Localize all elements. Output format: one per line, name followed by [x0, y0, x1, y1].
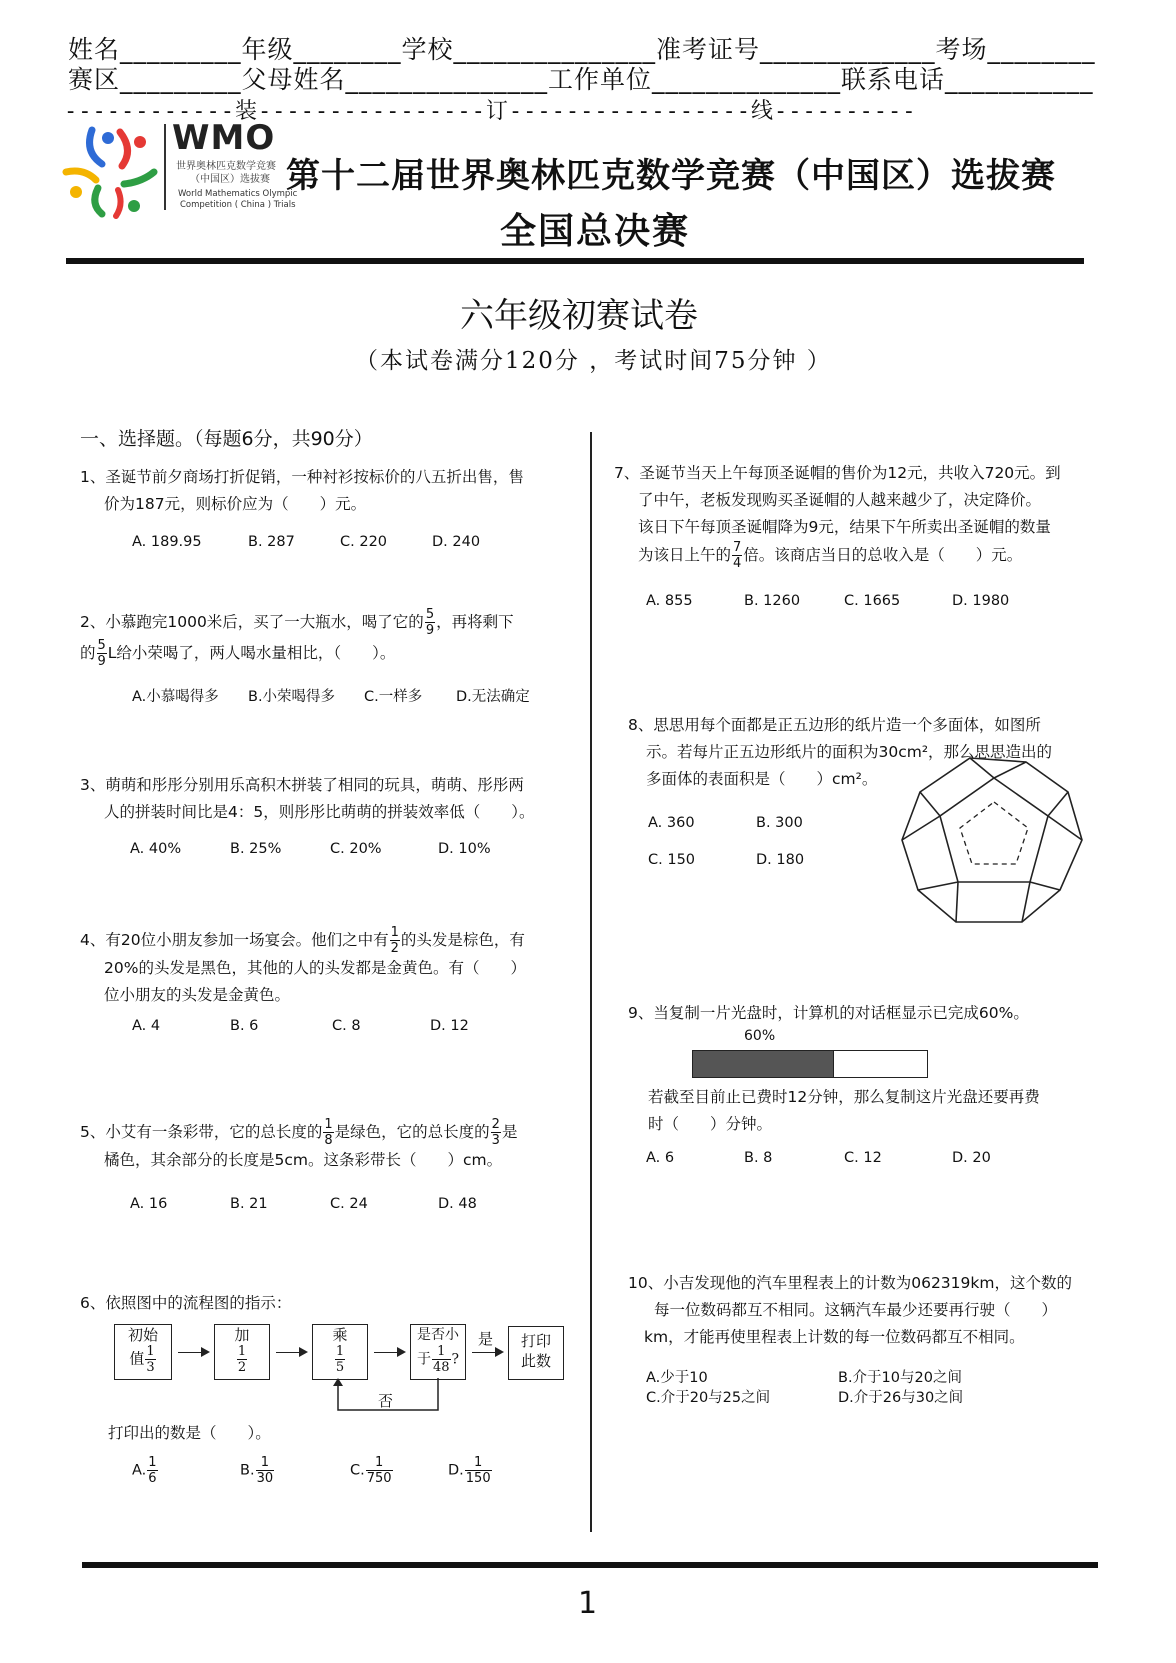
flow-arrow-4: [472, 1352, 502, 1353]
question-7: [614, 460, 1094, 570]
q3-option-d: D. 10%: [438, 841, 491, 857]
progress-bar-fill: [693, 1051, 834, 1077]
contest-subtitle: 全国总决赛: [500, 211, 691, 252]
q5-text-b: 是绿色，它的总长度的: [334, 1123, 490, 1141]
q5-option-b: B. 21: [230, 1196, 268, 1212]
q8-line3: 多面体的表面积是（ ）cm²。: [646, 770, 878, 788]
logo-en-line2: Competition ( China ) Trials: [180, 200, 296, 210]
q7-text-b: 倍。该商店当日的总收入是（ ）元。: [743, 546, 1023, 564]
q9-line2: 若截至目前止已费时12分钟，那么复制这片光盘还要再费: [648, 1088, 1040, 1106]
q3-option-a: A. 40%: [130, 841, 182, 857]
q5-text-c: 是: [501, 1123, 518, 1141]
q1-option-d: D. 240: [432, 534, 481, 550]
q10-option-c: C.介于20与25之间: [646, 1390, 771, 1406]
q2-text-b: ，再将剩下: [436, 613, 514, 631]
logo-cn-line1: 世界奥林匹克数学竞赛: [176, 161, 276, 172]
q1-option-b: B. 287: [248, 534, 295, 550]
q9-line3: 时（ ）分钟。: [648, 1115, 773, 1133]
wmo-logo-icon: [62, 122, 162, 220]
column-divider: [590, 432, 592, 1532]
q4-fraction: $\frac{1}{2}$: [390, 925, 399, 956]
dodecahedron-figure: [898, 756, 1088, 926]
q10-option-a: A.少于10: [646, 1370, 708, 1386]
q6-prompt: 打印出的数是（ ）。: [108, 1424, 271, 1442]
q2-text-d: L给小荣喝了，两人喝水量相比，（ ）。: [107, 644, 396, 662]
q3-option-b: B. 25%: [230, 841, 282, 857]
q10-option-d: D.介于26与30之间: [838, 1390, 964, 1406]
q9-line1: 9、当复制一片光盘时，计算机的对话框显示已完成60%。: [628, 1004, 1029, 1022]
q6-line1: 6、依照图中的流程图的指示：: [80, 1294, 292, 1312]
flow-condition-fraction: $\frac{1}{48}$: [432, 1344, 450, 1375]
q3-option-c: C. 20%: [330, 841, 382, 857]
q10-option-b: B.介于10与20之间: [838, 1370, 962, 1386]
q4-option-c: C. 8: [332, 1018, 361, 1034]
q4-line2: 20%的头发是黑色，其他的人的头发都是金黄色。有（ ）: [104, 959, 526, 977]
q4-option-a: A. 4: [132, 1018, 161, 1034]
flow-box-print: 打印 此数: [508, 1326, 564, 1380]
q8-line2: 示。若每片正五边形纸片的面积为30cm²，那么思思造出的: [646, 743, 1053, 761]
flow-box-add: 加 $\frac{1}{2}$: [214, 1324, 270, 1380]
q6-option-d: D. $\frac{1}{150}$: [448, 1455, 491, 1486]
q5-fraction-2: $\frac{2}{3}$: [491, 1117, 500, 1148]
logo-wordmark: WMO: [172, 118, 276, 158]
q2-option-b: B.小荣喝得多: [248, 689, 336, 705]
q2-fraction-1: $\frac{5}{9}$: [425, 607, 435, 638]
q7-option-a: A. 855: [646, 593, 693, 609]
q1-line2: 价为187元，则标价应为（ ）元。: [104, 495, 367, 513]
question-10: [628, 1270, 1098, 1351]
question-1: [80, 464, 570, 518]
q6-option-c: C. $\frac{1}{750}$: [350, 1455, 392, 1486]
q2-option-a: A.小慕喝得多: [132, 689, 219, 705]
q3-line1: 3、萌萌和彤彤分别用乐高积木拼装了相同的玩具，萌萌、彤彤两: [80, 776, 524, 794]
q2-option-d: D.无法确定: [456, 689, 530, 705]
q8-option-d: D. 180: [756, 852, 805, 868]
q10-line3: km，才能再使里程表上计数的每一位数码都互不相同。: [644, 1328, 1025, 1346]
q2-text-a: 2、小慕跑完1000米后，买了一大瓶水，喝了它的: [80, 613, 424, 631]
q4-option-d: D. 12: [430, 1018, 469, 1034]
logo-en-line1: World Mathematics Olympic: [178, 189, 298, 199]
q6-option-a: A. $\frac{1}{6}$: [132, 1455, 157, 1486]
q2-text-c: 的: [80, 644, 96, 662]
progress-bar: [692, 1050, 928, 1078]
flow-box-multiply: 乘 $\frac{1}{5}$: [312, 1324, 368, 1380]
q2-fraction-2: $\frac{5}{9}$: [97, 638, 106, 669]
progress-label: 60%: [744, 1028, 776, 1044]
question-3: [80, 772, 580, 826]
q8-option-c: C. 150: [648, 852, 696, 868]
q7-line3: 该日下午每顶圣诞帽降为9元，结果下午所卖出圣诞帽的数量: [638, 518, 1051, 536]
flow-box-initial: 初始 值 $\frac{1}{3}$: [114, 1324, 172, 1380]
q3-line2: 人的拼装时间比是4：5，则彤彤比萌萌的拼装效率低（ ）。: [104, 803, 535, 821]
logo-divider: [164, 124, 166, 210]
question-5: [80, 1118, 580, 1174]
flow-initial-fraction: $\frac{1}{3}$: [146, 1344, 155, 1375]
q8-option-a: A. 360: [648, 815, 695, 831]
question-9-body: [648, 1084, 1098, 1138]
cut-line: ------------装----------------订-----------------线----------: [64, 99, 917, 124]
info-row-2: 赛区_________父母姓名_______________工作单位______________联系电话___________: [68, 65, 1094, 94]
flow-arrow-3: [374, 1352, 404, 1353]
q5-option-a: A. 16: [130, 1196, 168, 1212]
q4-text-b: 的头发是棕色，有: [400, 931, 525, 949]
q10-line1: 10、小吉发现他的汽车里程表上的计数为062319km，这个数的: [628, 1274, 1072, 1292]
q7-line1: 7、圣诞节当天上午每顶圣诞帽的售价为12元，共收入720元。到: [614, 464, 1061, 482]
q5-option-d: D. 48: [438, 1196, 477, 1212]
flow-multiply-fraction: $\frac{1}{5}$: [335, 1344, 345, 1375]
flow-yes-label: 是: [478, 1330, 494, 1348]
q8-option-b: B. 300: [756, 815, 803, 831]
q2-option-c: C.一样多: [364, 689, 423, 705]
q6-option-b: B. $\frac{1}{30}$: [240, 1455, 274, 1486]
q4-line3: 位小朋友的头发是金黄色。: [104, 986, 291, 1004]
q7-line2: 了中午，老板发现购买圣诞帽的人越来越少了，决定降价。: [638, 491, 1042, 509]
contest-title: 第十二届世界奥林匹克数学竞赛（中国区）选拔赛: [286, 156, 1056, 196]
q7-fraction: $\frac{7}{4}$: [733, 540, 742, 571]
flow-arrow-1: [178, 1352, 208, 1353]
q10-line2: 每一位数码都互不相同。这辆汽车最少还要再行驶（ ）: [654, 1301, 1058, 1319]
page-number: 1: [578, 1586, 598, 1621]
q7-option-b: B. 1260: [744, 593, 801, 609]
q5-line2: 橘色，其余部分的长度是5cm。这条彩带长（ ）cm。: [104, 1151, 503, 1169]
question-4: [80, 926, 580, 1009]
q4-option-b: B. 6: [230, 1018, 259, 1034]
flow-no-label: 否: [378, 1392, 394, 1410]
q4-text-a: 4、有20位小朋友参加一场宴会。他们之中有: [80, 931, 389, 949]
section-heading: 一、选择题。（每题6分，共90分）: [80, 428, 373, 450]
q9-option-d: D. 20: [952, 1150, 991, 1166]
footer-rule: [82, 1562, 1098, 1568]
logo-cn-line2: （中国区）选拔赛: [190, 174, 270, 185]
q1-line1: 1、圣诞节前夕商场打折促销，一种衬衫按标价的八五折出售，售: [80, 468, 524, 486]
q5-fraction-1: $\frac{1}{8}$: [324, 1117, 333, 1148]
q1-option-a: A. 189.95: [132, 534, 202, 550]
flow-add-fraction: $\frac{1}{2}$: [237, 1344, 247, 1375]
q7-text-a: 为该日上午的: [638, 546, 732, 564]
q9-option-a: A. 6: [646, 1150, 675, 1166]
q1-option-c: C. 220: [340, 534, 388, 550]
q7-option-c: C. 1665: [844, 593, 901, 609]
question-2: [80, 608, 580, 668]
q5-option-c: C. 24: [330, 1196, 368, 1212]
paper-title: 六年级初赛试卷: [460, 296, 698, 336]
paper-subtitle: （本试卷满分120分 ，考试时间75分钟 ）: [355, 348, 832, 374]
q7-option-d: D. 1980: [952, 593, 1010, 609]
q5-text-a: 5、小艾有一条彩带，它的总长度的: [80, 1123, 323, 1141]
info-row-1: 姓名_________年级________学校_______________准考证号_____________考场________: [68, 35, 1096, 64]
q9-option-c: C. 12: [844, 1150, 882, 1166]
flow-box-condition: 是否小 于 $\frac{1}{48}$ ?: [410, 1324, 466, 1380]
q9-option-b: B. 8: [744, 1150, 773, 1166]
flow-arrow-2: [276, 1352, 306, 1353]
q8-line1: 8、思思用每个面都是正五边形的纸片造一个多面体，如图所: [628, 716, 1041, 734]
header-rule: [66, 258, 1084, 264]
